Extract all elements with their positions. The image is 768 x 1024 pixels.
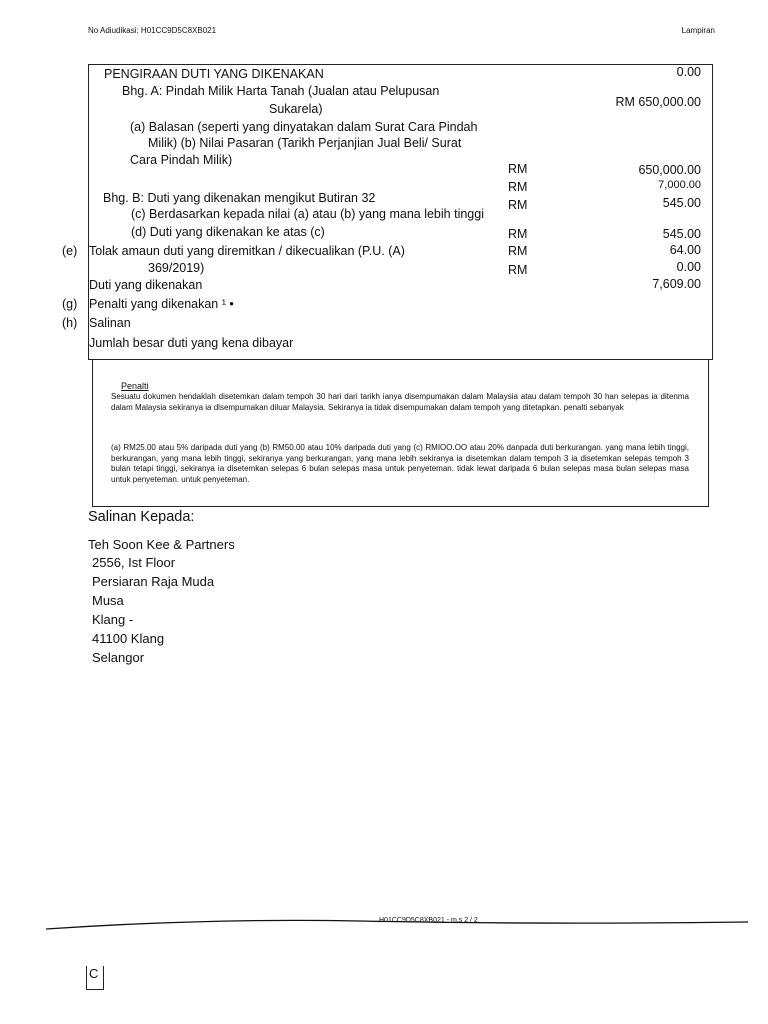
currency-label: RM xyxy=(508,198,528,212)
amount-7000: 7,000.00 xyxy=(658,179,701,191)
penalty-paragraph-2: (a) RM25.00 atau 5% daripada duti yang (b) RM50.00 atau 10% daripada duti yang (c) RMIOO.OO atau 20% danpada duti berkurangan. yang mana lebih tinggi, berkurangan, yang mana lebih tinggi, sekiranya yang berkurangan, yang mana lebih sekiranya ia disetemkan dalam tempoh 3 ia disetemkan selepas tempoh 3 bulan tetapi tinggi, sekiranya ia disetemkan selepas 6 bulan selepas masa untuk penyeteman. tidak lewat daripada 6 bulan selepas masa bulan selepas masa untuk penyeteman. untuk penyeteman. xyxy=(111,443,689,484)
label-h: (h) xyxy=(62,316,78,330)
currency-label: RM xyxy=(508,162,528,176)
label-e: (e) xyxy=(62,244,78,258)
part-a-amount: RM 650,000.00 xyxy=(615,95,701,109)
amount-545: 545.00 xyxy=(662,196,701,210)
item-a-line3: Cara Pindah Milik) xyxy=(130,153,233,167)
penalty-paragraph-1: Sesuatu dokumen hendaklah disetemkan dalam tempoh 30 hari dari tarikh ianya disempumakan dalam Malaysia atau dalam tempoh 30 han selepas ia ditenma dalam Malaysia sekiranya ia dlsempumakan diluar Malaysia. Sekiranya ia tidak disempumakan dalam tempoh yang ditetapkan. penalti sebanyak xyxy=(111,392,689,412)
part-a-heading-cont: Sukarela) xyxy=(269,102,323,116)
amount-zero: 0.00 xyxy=(676,260,701,274)
item-e-line1: Tolak amaun duti yang diremitkan / dikecualikan (P.U. (A) xyxy=(89,244,405,258)
adjudication-number: No Adiudikasi: H01CC9D5C8XB021 xyxy=(88,26,217,35)
title-amount: 0.00 xyxy=(676,65,701,79)
footer-rule xyxy=(0,910,768,940)
copy-fee-label: Salinan xyxy=(89,316,131,330)
duty-charged-amount: 7,609.00 xyxy=(652,277,701,291)
calc-title: PENGIRAAN DUTI YANG DIKENAKAN xyxy=(104,67,324,81)
address-line: Musa xyxy=(92,593,124,608)
address-line: 2556, Ist Floor xyxy=(92,555,176,570)
item-a-line2: Milik) (b) Nilai Pasaran (Tarikh Perjanjian Jual Beli/ Surat xyxy=(148,136,462,150)
page-reference: H01CC9D5C8XB021 - m.s 2 / 2 xyxy=(379,917,478,924)
item-a-line1: (a) Balasan (seperti yang dinyatakan dalam Surat Cara Pindah xyxy=(130,120,478,134)
amount-remitted: 64.00 xyxy=(669,243,701,257)
currency-label: RM xyxy=(508,227,528,241)
amount-market-value: 650,000.00 xyxy=(638,163,701,177)
amount-duty-d: 545.00 xyxy=(662,227,701,241)
penalty-label: Penalti yang dikenakan ¹ • xyxy=(89,297,234,311)
item-c: (c) Berdasarkan kepada nilai (a) atau (b) yang mana lebih tinggi xyxy=(131,207,484,221)
address-line: Selangor xyxy=(92,650,145,665)
address-line: Klang - xyxy=(92,612,134,627)
item-d: (d) Duti yang dikenakan ke atas (c) xyxy=(131,225,325,239)
currency-label: RM xyxy=(508,263,528,277)
address-line: Persiaran Raja Muda xyxy=(92,574,215,589)
duty-charged-label: Duti yang dikenakan xyxy=(89,278,203,292)
currency-label: RM xyxy=(508,180,528,194)
item-e-line2: 369/2019) xyxy=(148,261,205,275)
address-line: 41100 Klang xyxy=(92,631,165,646)
grand-total-label: Jumlah besar duti yang kena dibayar xyxy=(89,336,294,350)
part-a-heading: Bhg. A: Pindah Milik Harta Tanah (Jualan atau Pelupusan xyxy=(122,84,440,98)
penalty-title: Penalti xyxy=(121,381,149,391)
attachment-label: Lampiran xyxy=(681,26,715,35)
copy-to-heading: Salinan Kepada: xyxy=(88,509,195,525)
address-line: Teh Soon Kee & Partners xyxy=(88,537,235,552)
label-g: (g) xyxy=(62,297,78,311)
currency-label: RM xyxy=(508,244,528,258)
corner-mark: C xyxy=(86,966,104,990)
part-b-heading: Bhg. B: Duti yang dikenakan mengikut Butiran 32 xyxy=(103,191,376,205)
